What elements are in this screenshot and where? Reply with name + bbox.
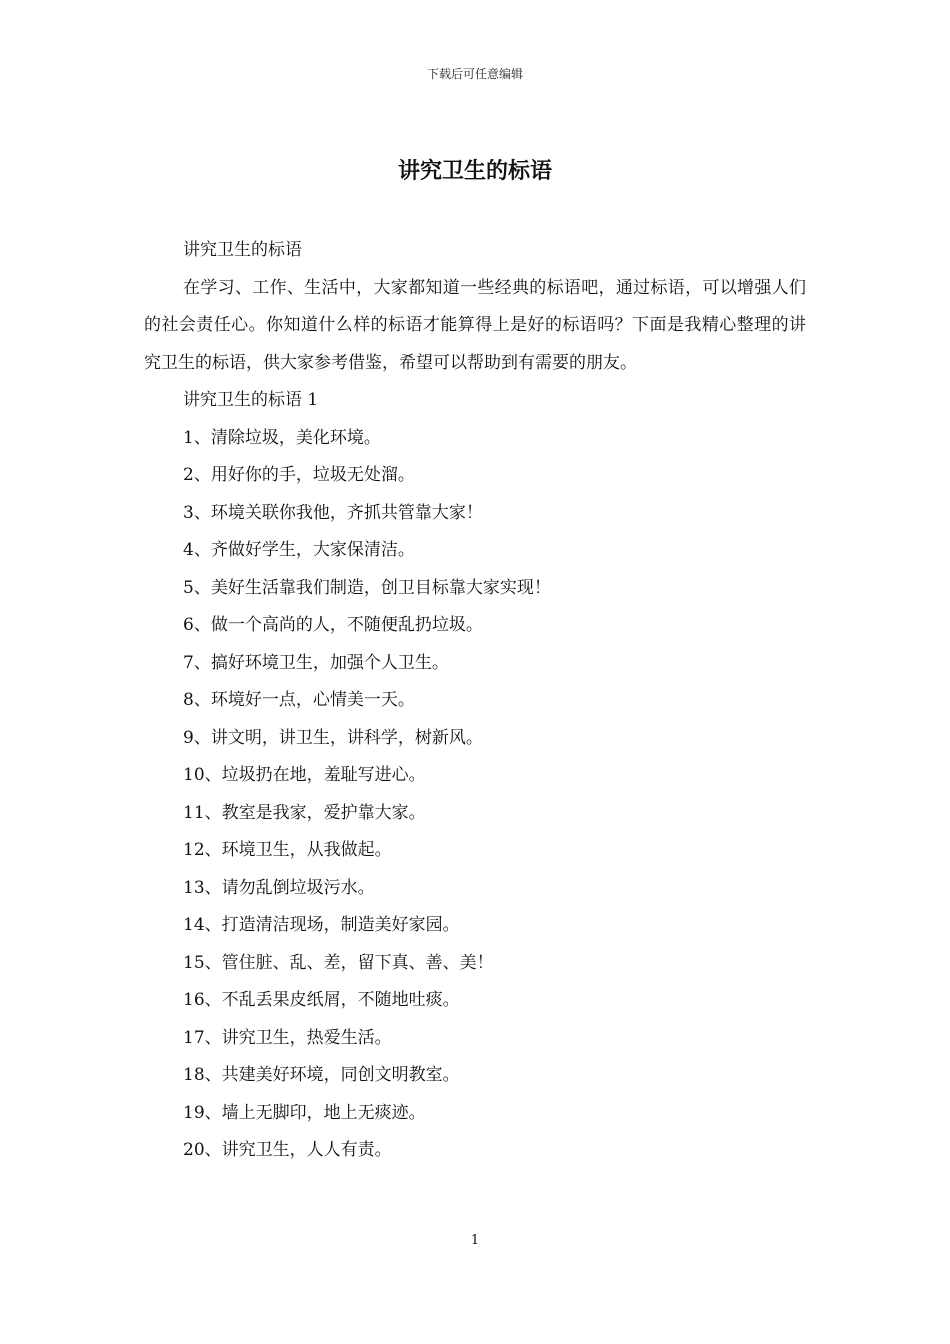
intro-paragraph: 在学习、工作、生活中，大家都知道一些经典的标语吧，通过标语，可以增强人们的社会责任心。你知道什么样的标语才能算得上是好的标语吗？下面是我精心整理的讲究卫生的标语，供大家参考借鉴，希望可以帮助到有需要的朋友。 — [144, 277, 806, 373]
list-item: 3、环境关联你我他，齐抓共管靠大家！ — [183, 502, 483, 523]
document-subtitle: 讲究卫生的标语 — [183, 240, 302, 260]
list-item: 7、搞好环境卫生，加强个人卫生。 — [183, 652, 449, 673]
list-item: 16、不乱丢果皮纸屑，不随地吐痰。 — [183, 990, 460, 1010]
list-item: 9、讲文明，讲卫生，讲科学，树新风。 — [183, 727, 483, 748]
list-item: 12、环境卫生，从我做起。 — [183, 840, 392, 860]
section-heading: 讲究卫生的标语 1 — [183, 390, 319, 410]
list-item: 1、清除垃圾，美化环境。 — [183, 427, 381, 448]
list-item: 10、垃圾扔在地，羞耻写进心。 — [183, 765, 426, 785]
list-item: 20、讲究卫生，人人有责。 — [183, 1140, 392, 1160]
header-note: 下载后可任意编辑 — [426, 67, 523, 81]
list-item: 19、墙上无脚印，地上无痰迹。 — [183, 1102, 426, 1123]
document-body — [144, 232, 806, 1170]
list-item: 6、做一个高尚的人，不随便乱扔垃圾。 — [183, 615, 483, 635]
list-item: 8、环境好一点，心情美一天。 — [183, 690, 415, 710]
document-title: 讲究卫生的标语 — [397, 158, 552, 184]
page-number: 1 — [470, 1233, 480, 1248]
list-item: 4、齐做好学生，大家保清洁。 — [183, 540, 415, 560]
list-item: 13、请勿乱倒垃圾污水。 — [183, 877, 375, 898]
list-item: 11、教室是我家，爱护靠大家。 — [183, 802, 426, 823]
slogan-list — [144, 420, 806, 1170]
list-item: 14、打造清洁现场，制造美好家园。 — [183, 915, 460, 935]
list-item: 17、讲究卫生，热爱生活。 — [183, 1027, 392, 1048]
list-item: 5、美好生活靠我们制造，创卫目标靠大家实现！ — [183, 577, 551, 598]
list-item: 18、共建美好环境，同创文明教室。 — [183, 1065, 460, 1085]
list-item: 2、用好你的手，垃圾无处溜。 — [183, 465, 415, 485]
list-item: 15、管住脏、乱、差，留下真、善、美！ — [183, 952, 494, 973]
